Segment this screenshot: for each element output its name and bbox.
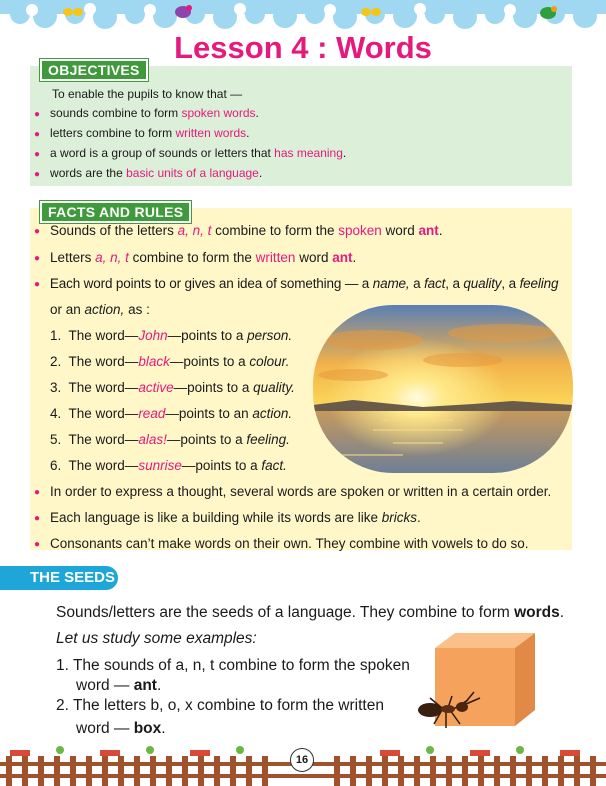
objectives-intro: To enable the pupils to know that —	[52, 87, 243, 101]
seeds-example-cont: word — ant.	[76, 677, 162, 694]
seeds-example-cont: word — box.	[76, 720, 166, 737]
objectives-label: OBJECTIVES	[40, 59, 148, 81]
page-number: 16	[290, 748, 314, 772]
rule-continuation: or an action, as :	[50, 302, 150, 317]
seeds-example: 2. The letters b, o, x combine to form the written	[56, 697, 384, 714]
objective-item: ● sounds combine to form spoken words.	[34, 106, 259, 120]
cloud-border	[0, 0, 606, 34]
rule-item: ● Sounds of the letters a, n, t combine to form the spoken word ant.	[34, 223, 443, 238]
objective-item: ● letters combine to form written words.	[34, 126, 249, 140]
rule-item: ● Consonants can’t make words on their own. They combine with vowels to do so.	[34, 536, 529, 551]
rule-item: ● Each language is like a building while its words are like bricks.	[34, 510, 421, 525]
sunset-image	[313, 305, 573, 473]
objective-item: ● a word is a group of sounds or letters that has meaning.	[34, 146, 346, 160]
page-title: Lesson 4 : Words	[174, 30, 432, 65]
example-item: 6. The word—sunrise—points to a fact.	[50, 458, 287, 473]
rule-item: ● Each word points to or gives an idea of something — a name, a fact, a quality, a feeling	[34, 276, 558, 291]
example-item: 5. The word—alas!—points to a feeling.	[50, 432, 290, 447]
example-item: 2. The word—black—points to a colour.	[50, 354, 290, 369]
seeds-example: 1. The sounds of a, n, t combine to form the spoken	[56, 657, 410, 674]
seeds-subheading: Let us study some examples:	[56, 630, 257, 647]
seeds-label: THE SEEDS	[0, 566, 118, 590]
example-item: 3. The word—active—points to a quality.	[50, 380, 295, 395]
example-item: 4. The word—read—points to an action.	[50, 406, 293, 421]
ant-image	[412, 688, 484, 732]
facts-label: FACTS AND RULES	[40, 201, 191, 223]
rule-item: ● In order to express a thought, several words are spoken or written in a certain order.	[34, 484, 551, 499]
seeds-intro: Sounds/letters are the seeds of a language. They combine to form words.	[56, 604, 565, 621]
example-item: 1. The word—John—points to a person.	[50, 328, 293, 343]
rule-item: ● Letters a, n, t combine to form the written word ant.	[34, 250, 356, 265]
objective-item: ● words are the basic units of a language.	[34, 166, 262, 180]
